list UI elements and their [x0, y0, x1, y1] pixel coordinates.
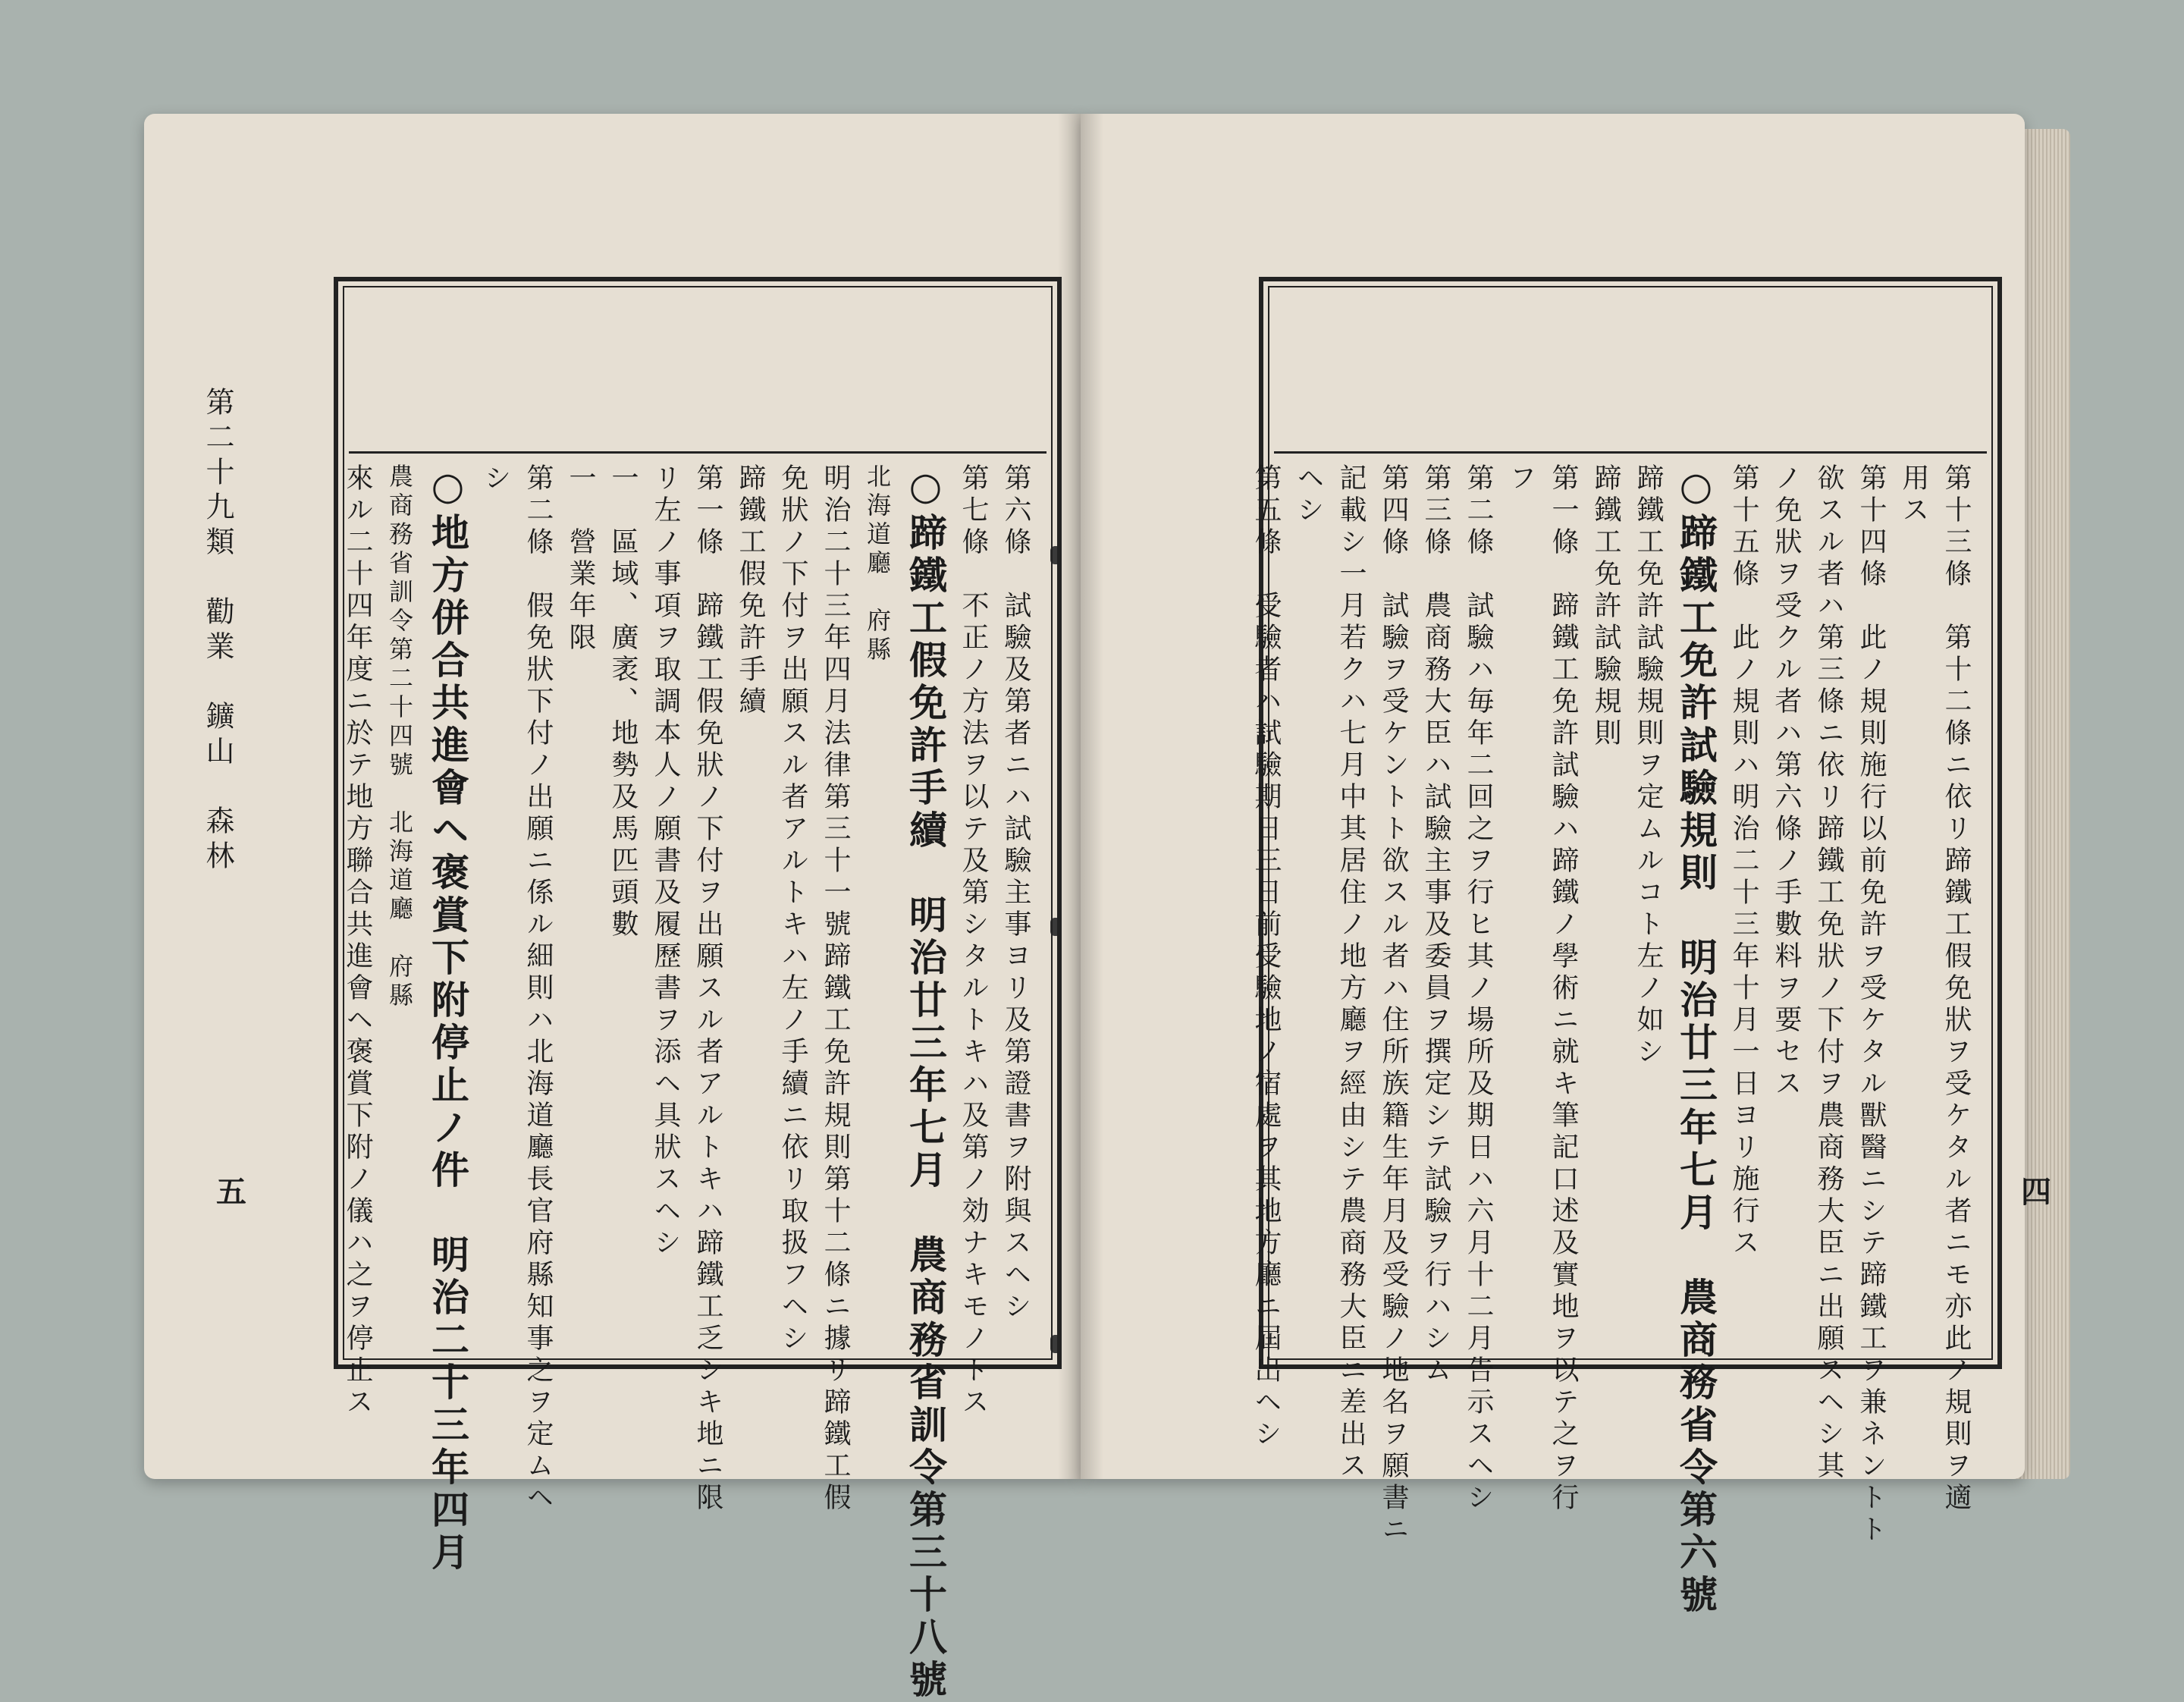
right-text-columns — [1250, 463, 1975, 1617]
text-column: 農商務省訓令第二十四號 北海道廳 府縣 — [385, 463, 414, 1011]
text-column: シ — [480, 463, 511, 495]
left-page-number: 五 — [216, 1174, 246, 1210]
text-column: 蹄鐵工免許試驗規則 — [1590, 463, 1621, 750]
text-column: リ左ノ事項ヲ取調本人ノ願書及履歷書ヲ添ヘ具狀スヘシ — [650, 463, 681, 1260]
right-text-frame — [1250, 277, 2002, 1617]
text-column: 第三條 農商務大臣ハ試驗主事及委員ヲ撰定シテ試驗ヲ行ハシム — [1420, 463, 1451, 1387]
text-column: 明治二十三年四月法律第三十一號蹄鐵工免許規則第十二條ニ據リ蹄鐵工假 — [820, 463, 851, 1515]
text-column: ノ免狀ヲ受クル者ハ第六條ノ手數料ヲ要セス — [1771, 463, 1802, 1101]
right-page-number: 四 — [2021, 1174, 2051, 1210]
left-margin-header: 第二十九類 勸業 鑛山 森林 — [201, 387, 234, 875]
text-column: 來ル二十四年度ニ於テ地方聯合共進會ヘ褒賞下附ノ儀ハ之ヲ停止ス — [342, 463, 373, 1419]
text-column: 蹄鐵工免許試驗規則ヲ定ムルコト左ノ如シ — [1633, 463, 1664, 1069]
text-column: 用ス — [1898, 463, 1929, 527]
text-column: 第六條 試驗及第者ニハ試驗主事ヨリ及第證書ヲ附與スヘシ — [1000, 463, 1031, 1324]
text-column: 第二條 試驗ハ毎年二回之ヲ行ヒ其ノ場所及期日ハ六月十二月告示スヘシ — [1463, 463, 1494, 1515]
book-gutter — [1058, 114, 1103, 1479]
text-column: 北海道廳 府縣 — [863, 463, 892, 665]
section-title: ○蹄鐵工假免許手續 明治廿三年七月 農商務省訓令第三十八號 — [903, 463, 948, 1702]
section-title: ○地方併合共進會ヘ褒賞下附停止ノ件 明治二十三年四月 — [425, 463, 470, 1575]
text-column: 免狀ノ下付ヲ出願スル者アルトキハ左ノ手續ニ依リ取扱フヘシ — [777, 463, 808, 1355]
left-text-frame — [334, 277, 1062, 1702]
section-title: ○蹄鐵工免許試驗規則 明治廿三年七月 農商務省令第六號 — [1674, 463, 1718, 1617]
text-column: 第十三條 第十二條ニ依リ蹄鐵工假免狀ヲ受ケタル者ニモ亦此ノ規則ヲ適 — [1941, 463, 1972, 1515]
text-column: 第十四條 此ノ規則施行以前免許ヲ受ケタル獸醫ニシテ蹄鐵工ヲ兼ネントト — [1856, 463, 1887, 1547]
text-column: 一 區域、廣袤、地勢及馬匹頭數 — [607, 463, 639, 941]
text-column: 第一條 蹄鐵工免許試驗ハ蹄鐵ノ學術ニ就キ筆記口述及實地ヲ以テ之ヲ行 — [1548, 463, 1579, 1515]
text-column: 第二條 假免狀下付ノ出願ニ係ル細則ハ北海道廳長官府縣知事之ヲ定ムヘ — [522, 463, 554, 1515]
text-column: 蹄鐵工假免許手續 — [735, 463, 766, 718]
text-column: 第十五條 此ノ規則ハ明治二十三年十月一日ヨリ施行ス — [1728, 463, 1759, 1260]
text-column: 欲スル者ハ第三條ニ依リ蹄鐵工免狀ノ下付ヲ農商務大臣ニ出願スヘシ其 — [1813, 463, 1844, 1483]
text-column: 第一條 蹄鐵工假免狀ノ下付ヲ出願スル者アルトキハ蹄鐵工乏シキ地ニ限 — [692, 463, 723, 1515]
text-column: 第五條 受驗者ハ試驗期日三日前受驗地ノ宿處ヲ其地方廳ニ屆出ヘシ — [1250, 463, 1282, 1451]
text-column: 記載シ一月若クハ七月中其居住ノ地方廳ヲ經由シテ農商務大臣ニ差出ス — [1335, 463, 1367, 1483]
text-column: 第四條 試驗ヲ受ケントト欲スル者ハ住所族籍生年月及受驗ノ地名ヲ願書ニ — [1378, 463, 1409, 1547]
left-header-band — [349, 292, 1046, 454]
text-column: 第七條 不正ノ方法ヲ以テ及第シタルトキハ及第ノ効ナキモノトス — [958, 463, 989, 1419]
open-book — [121, 114, 2078, 1702]
text-column: ヘシ — [1293, 463, 1324, 527]
text-column: 一 營業年限 — [565, 463, 596, 655]
text-column: フ — [1505, 463, 1536, 495]
right-header-band — [1274, 292, 1987, 454]
left-text-columns — [342, 463, 1034, 1702]
